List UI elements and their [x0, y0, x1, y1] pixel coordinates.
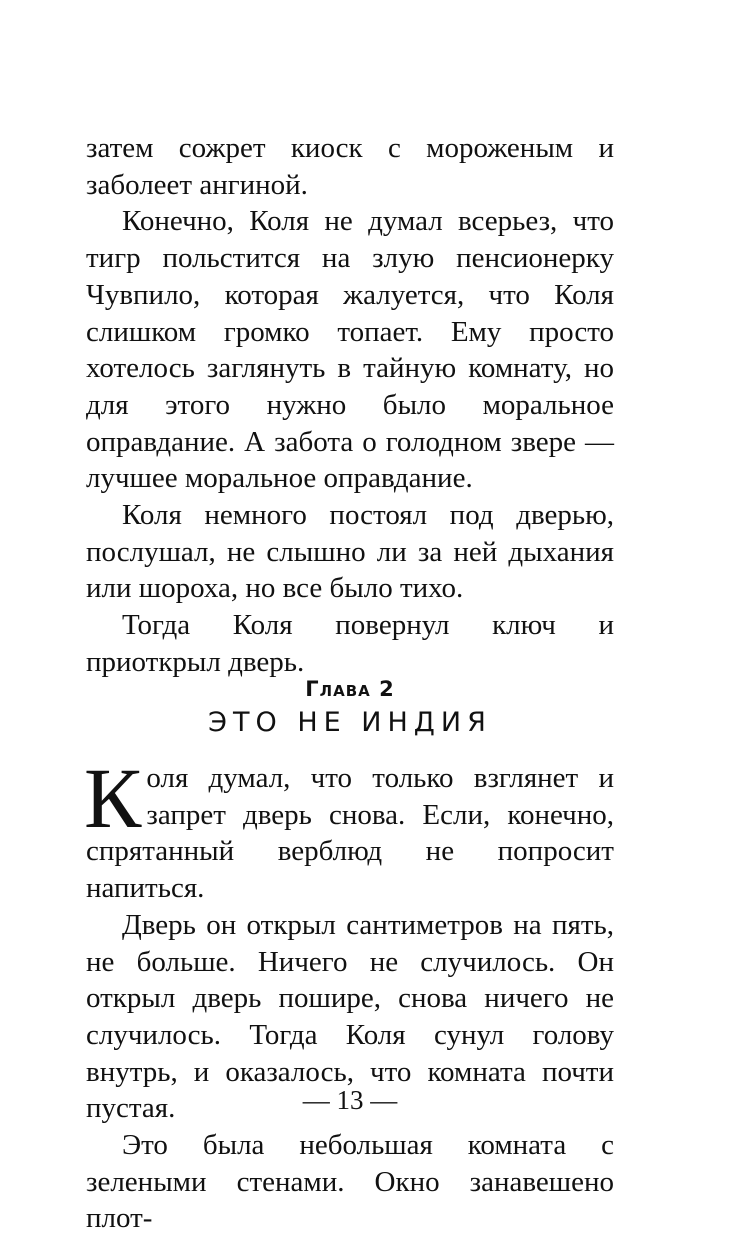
paragraph: Это была небольшая комната с зелеными стенами. Окно занавешено плот-: [86, 1129, 614, 1235]
paragraph-opening: [84, 750, 614, 907]
paragraph-opening-text: оля думал, что только взглянет и запрет дверь снова. Если, конечно, спрятанный верблюд не попросит напиться.: [86, 762, 614, 905]
chapter-title: ЭТО НЕ ИНДИЯ: [208, 707, 492, 738]
text-block-bottom: [84, 750, 614, 1237]
paragraph-continuation: затем сожрет киоск с мороженым и заболеет ангиной.: [86, 132, 614, 201]
drop-cap: К: [84, 750, 142, 846]
paragraph: Дверь он открыл сантиметров на пять, не больше. Ничего не случилось. Он открыл дверь пошире, снова ничего не случилось. Тогда Коля сунул голову внутрь, и оказалось, что комната почти пустая.: [86, 908, 614, 1125]
paragraph: Конечно, Коля не думал всерьез, что тигр польстится на злую пенсионерку Чувпило, которая жалуется, что Коля слишком громко топает. Ему просто хотелось заглянуть в тайную комнату, но для этого нужно было моральное оправдание. А забота о голодном звере — лучшее моральное оправдание.: [86, 205, 614, 495]
paragraph: Тогда Коля повернул ключ и приоткрыл дверь.: [86, 609, 614, 678]
chapter-label: Глава 2: [305, 677, 395, 701]
text-block-top: [86, 130, 614, 681]
page-number: — 13 —: [302, 1085, 398, 1115]
paragraph: Коля немного постоял под дверью, послушал, не слышно ли за ней дыхания или шороха, но все было тихо.: [86, 499, 614, 605]
